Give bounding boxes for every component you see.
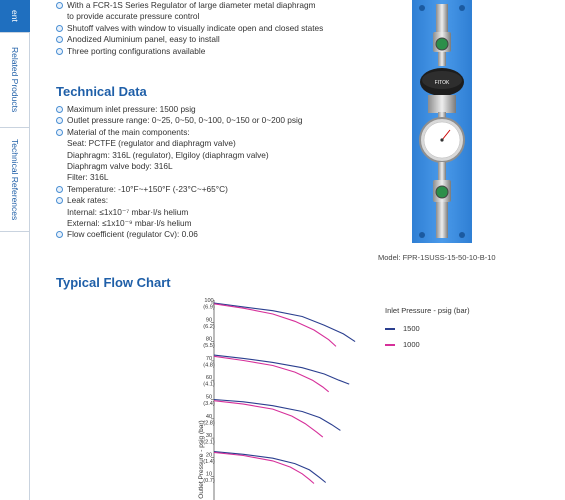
y-tick-label: 50 [205, 394, 213, 401]
y-tick-label: 80 [205, 336, 213, 343]
y-tick-sublabel: (2.8) [203, 420, 215, 427]
y-tick-label: 60 [205, 375, 213, 382]
legend-swatch-1500 [385, 328, 395, 330]
tab-current[interactable] [0, 0, 30, 33]
feature-item: With a FCR-1S Series Regulator of large diameter metal diaphragm [56, 0, 323, 11]
legend-swatch-1000 [385, 344, 395, 346]
technical-data-subitem: Filter: 316L [67, 172, 109, 183]
feature-item: Shutoff valves with window to visually indicate open and closed states [56, 23, 323, 34]
technical-data-item: Outlet pressure range: 0~25, 0~50, 0~100, 0~150 or 0~200 psig [56, 115, 303, 126]
model-caption: Model: FPR-1SUSS-15-50-10-B-10 [378, 253, 496, 262]
legend-item-1500 [385, 324, 470, 333]
feature-item-continued: to provide accurate pressure control [67, 11, 200, 22]
tab-related-products[interactable] [0, 33, 30, 128]
series-1500-curve [214, 303, 355, 342]
y-tick-label: 90 [205, 317, 213, 324]
chart-legend [385, 306, 470, 356]
y-tick-sublabel: (6.9) [203, 304, 215, 311]
brand-label: FITOK [434, 80, 450, 86]
y-tick-sublabel: (2.1) [203, 439, 215, 446]
y-tick-label: 10 [205, 471, 213, 478]
y-tick-label: 100 [204, 298, 214, 304]
y-tick-label: 40 [205, 413, 213, 420]
technical-data-item: Flow coefficient (regulator Cv): 0.06 [56, 229, 303, 240]
y-tick-sublabel: (5.5) [203, 343, 215, 350]
y-tick-sublabel: (3.4) [203, 401, 215, 407]
bullet-icon [56, 106, 63, 113]
product-image [378, 0, 526, 243]
features-list [56, 0, 323, 57]
side-tabs [0, 0, 30, 500]
legend-item-1000 [385, 340, 470, 349]
bullet-icon [56, 36, 63, 43]
tab-technical-references-label: Technical References [10, 138, 20, 221]
series-1500-curve [214, 452, 326, 483]
technical-data-subitem: Diaphragm valve body: 316L [67, 161, 173, 172]
y-tick-label: 30 [205, 433, 213, 440]
flow-chart [196, 296, 396, 500]
y-tick-sublabel: (4.1) [203, 381, 215, 388]
technical-data-item: Temperature: -10°F~+150°F (-23°C~+65°C) [56, 184, 303, 195]
series-1000-curve [214, 401, 323, 437]
y-tick-sublabel: (4.8) [203, 362, 215, 369]
feature-item: Anodized Aluminium panel, easy to install [56, 34, 323, 45]
technical-data-item: Leak rates: [56, 195, 303, 206]
bullet-icon [56, 117, 63, 124]
bullet-icon [56, 48, 63, 55]
technical-data-subitem: Seat: PCTFE (regulator and diaphragm valve) [67, 138, 236, 149]
legend-label-1000: 1000 [403, 340, 420, 349]
tab-related-products-label: Related Products [10, 47, 20, 113]
technical-data-subitem: Internal: ≤1x10⁻⁷ mbar·l/s helium [67, 206, 189, 217]
y-tick-sublabel: (1.4) [203, 458, 215, 465]
tab-technical-references[interactable] [0, 128, 30, 232]
bullet-icon [56, 186, 63, 193]
flow-chart-title: Typical Flow Chart [56, 275, 171, 290]
legend-label-1500: 1500 [403, 324, 420, 333]
technical-data-list [56, 104, 303, 241]
bullet-icon [56, 197, 63, 204]
series-1000-curve [214, 356, 329, 392]
y-tick-sublabel: (6.2) [203, 323, 215, 330]
technical-data-subitem: External: ≤1x10⁻⁹ mbar·l/s helium [67, 218, 192, 229]
bullet-icon [56, 2, 63, 9]
technical-data-item: Material of the main components: [56, 127, 303, 138]
technical-data-item: Maximum inlet pressure: 1500 psig [56, 104, 303, 115]
feature-item: Three porting configurations available [56, 46, 323, 57]
tab-current-label: ent [10, 10, 20, 22]
legend-title: Inlet Pressure - psig (bar) [385, 306, 470, 315]
series-1500-curve [214, 400, 340, 431]
y-tick-sublabel: (0.7) [203, 478, 215, 485]
technical-data-subitem: Diaphragm: 316L (regulator), Elgiloy (diaphragm valve) [67, 149, 269, 160]
series-1000-curve [214, 304, 336, 347]
technical-data-title: Technical Data [56, 84, 147, 99]
bullet-icon [56, 129, 63, 136]
y-axis-label: Outlet Pressure - psig (bar) [198, 420, 205, 499]
bullet-icon [56, 25, 63, 32]
y-tick-label: 20 [205, 452, 213, 459]
bullet-icon [56, 231, 63, 238]
y-tick-label: 70 [205, 355, 213, 362]
